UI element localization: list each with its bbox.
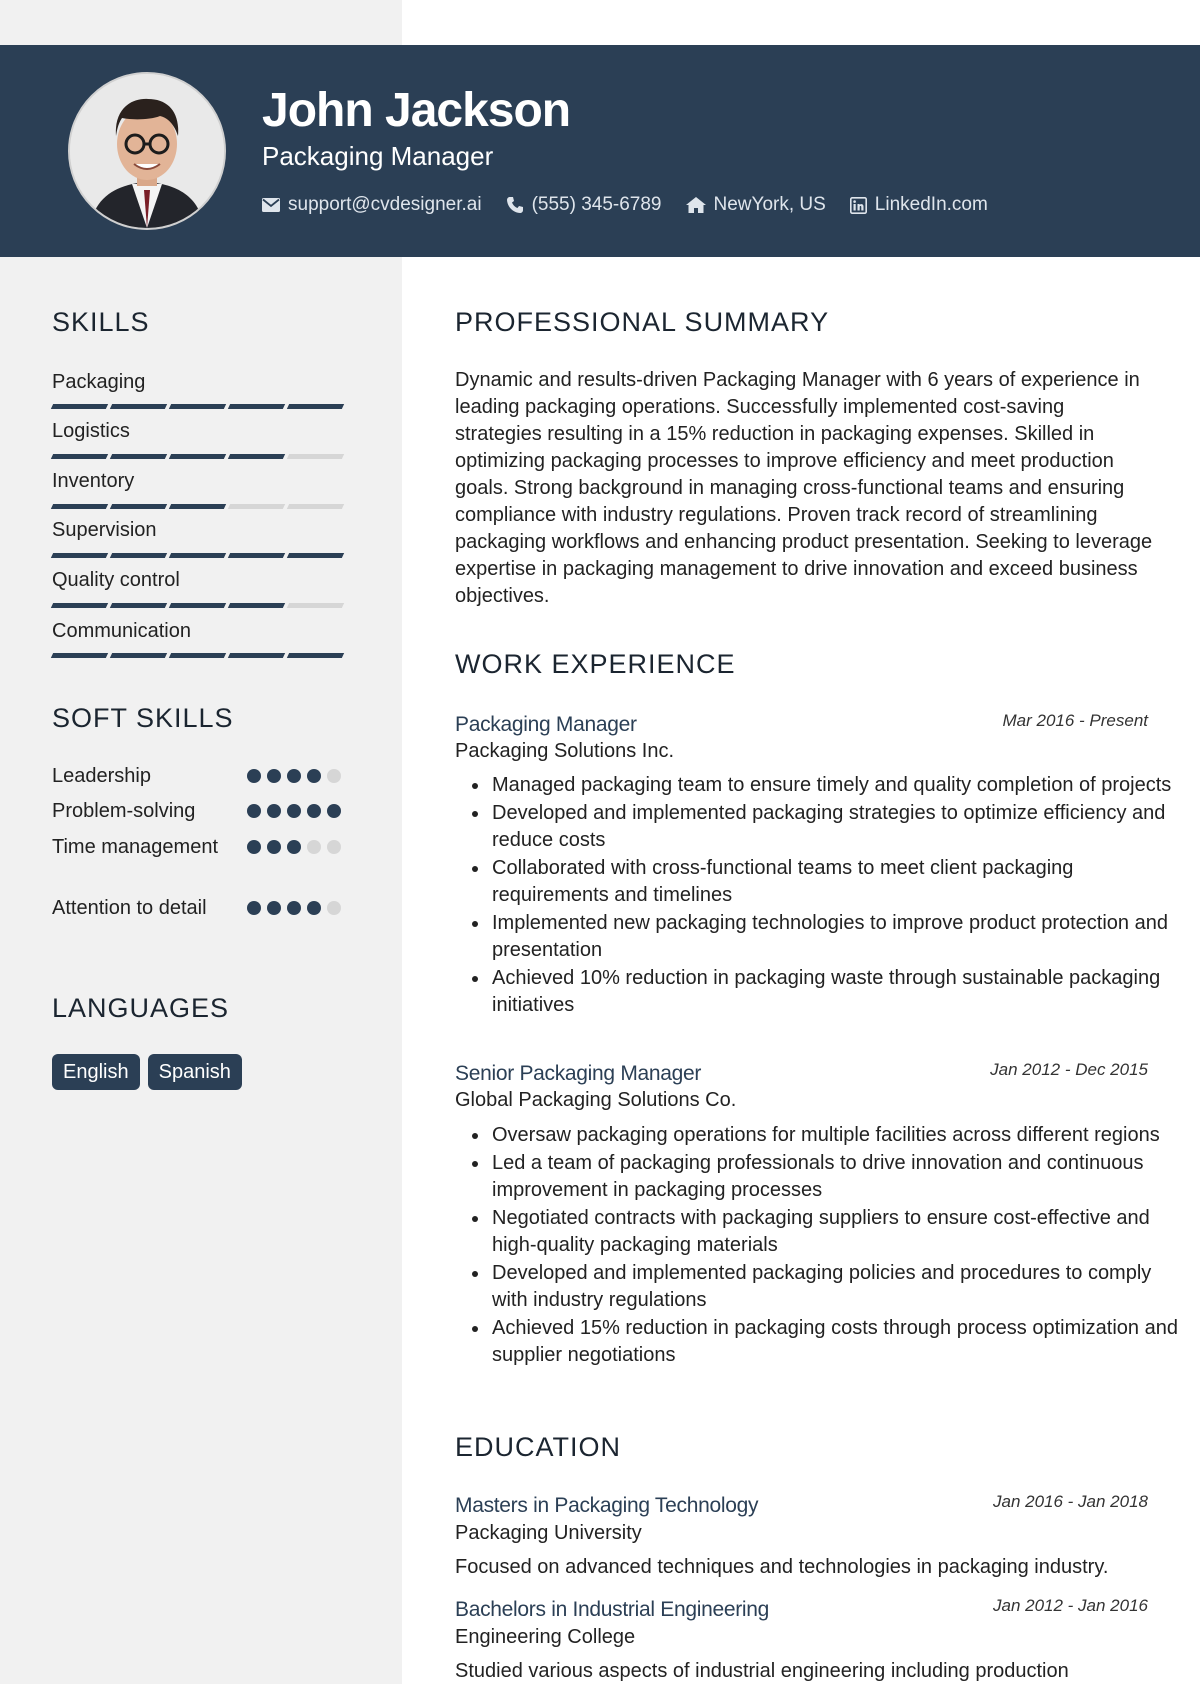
job-bullet: Led a team of packaging professionals to drive innovation and continuous improvement in packaging processes xyxy=(492,1150,1192,1204)
skill-bar xyxy=(52,553,347,558)
skill-segment-filled xyxy=(110,404,167,409)
skill-segment-filled xyxy=(169,504,226,509)
skill-bar xyxy=(52,603,347,608)
contact-location-text: NewYork, US xyxy=(713,194,826,215)
soft-skill-rating xyxy=(247,804,347,818)
contact-linkedin-text: LinkedIn.com xyxy=(874,194,988,215)
skill-segment-filled xyxy=(110,504,167,509)
home-icon xyxy=(686,197,706,213)
rating-dot-filled xyxy=(267,901,281,915)
skill-segment-filled xyxy=(169,454,226,459)
job-bullet: Achieved 15% reduction in packaging costs through process optimization and supplier negotiations xyxy=(492,1315,1192,1369)
rating-dot-filled xyxy=(287,840,301,854)
rating-dot-filled xyxy=(327,804,341,818)
avatar xyxy=(68,72,226,230)
job-company: Global Packaging Solutions Co. xyxy=(455,1089,737,1111)
skill-bar xyxy=(52,653,347,658)
contact-location xyxy=(686,194,826,216)
contact-phone[interactable] xyxy=(506,194,662,216)
degree-title: Bachelors in Industrial Engineering xyxy=(455,1598,770,1621)
skill-segment-filled xyxy=(110,603,167,608)
job-bullet: Developed and implemented packaging policies and procedures to comply with industry regulations xyxy=(492,1260,1192,1314)
contact-row xyxy=(262,190,1012,220)
language-pill: English xyxy=(52,1054,140,1090)
skill-segment-filled xyxy=(287,653,344,658)
soft-skill-label: Time management xyxy=(52,836,218,858)
rating-dot-filled xyxy=(267,804,281,818)
skill-segment-filled xyxy=(228,404,285,409)
skills-heading: SKILLS xyxy=(52,307,150,337)
contact-email-text: support@cvdesigner.ai xyxy=(288,194,482,215)
job-bullet: Managed packaging team to ensure timely and quality completion of projects xyxy=(492,772,1192,799)
skill-segment-filled xyxy=(51,653,108,658)
skill-segment-filled xyxy=(51,454,108,459)
rating-dot-filled xyxy=(287,804,301,818)
candidate-title: Packaging Manager xyxy=(262,141,494,171)
rating-dot-filled xyxy=(247,901,261,915)
education-heading: EDUCATION xyxy=(455,1432,622,1462)
job-title: Packaging Manager xyxy=(455,713,637,736)
job-bullets xyxy=(455,772,1192,1020)
skill-segment-filled xyxy=(228,454,285,459)
candidate-name: John Jackson xyxy=(262,84,571,137)
skill-label: Communication xyxy=(52,620,191,642)
rating-dot-empty xyxy=(327,769,341,783)
rating-dot-filled xyxy=(267,769,281,783)
job-bullets xyxy=(455,1122,1192,1370)
language-pill: Spanish xyxy=(148,1054,242,1090)
skill-bar xyxy=(52,454,347,459)
skill-segment-filled xyxy=(287,553,344,558)
job-bullet: Developed and implemented packaging strategies to optimize efficiency and reduce costs xyxy=(492,800,1192,854)
rating-dot-filled xyxy=(307,901,321,915)
job-company: Packaging Solutions Inc. xyxy=(455,740,675,762)
rating-dot-filled xyxy=(247,769,261,783)
summary-text: Dynamic and results-driven Packaging Manager with 6 years of experience in leading packaging operations. Successfully implemented cost-saving strategies resulting in a 15% reduction in packaging expenses. Skilled in optimizing packaging processes to improve efficiency and meet production goals. Strong background in managing cross-functional teams and ensuring compliance with industry regulations. Proven track record of streamlining packaging workflows and enhancing product presentation. Seeking to leverage expertise in packaging management to drive innovation and exceed business objectives. xyxy=(455,369,1153,607)
skill-segment-filled xyxy=(51,553,108,558)
degree-description: Focused on advanced techniques and technologies in packaging industry. xyxy=(455,1556,1109,1578)
skill-label: Inventory xyxy=(52,470,135,492)
rating-dot-filled xyxy=(307,804,321,818)
rating-dot-filled xyxy=(267,840,281,854)
degree-date: Jan 2016 - Jan 2018 xyxy=(992,1492,1148,1511)
linkedin-icon xyxy=(850,197,867,214)
skill-segment-empty xyxy=(287,504,344,509)
experience-heading: WORK EXPERIENCE xyxy=(455,649,736,679)
soft-skill-rating xyxy=(247,840,347,854)
soft-skill-rating xyxy=(247,769,347,783)
skill-segment-filled xyxy=(287,404,344,409)
rating-dot-empty xyxy=(307,840,321,854)
contact-phone-text: (555) 345-6789 xyxy=(531,194,662,215)
skill-segment-filled xyxy=(228,653,285,658)
skill-segment-filled xyxy=(169,653,226,658)
phone-icon xyxy=(506,196,524,214)
school-name: Packaging University xyxy=(455,1522,642,1544)
contact-linkedin[interactable] xyxy=(850,194,988,216)
skill-label: Logistics xyxy=(52,420,130,442)
job-bullet: Negotiated contracts with packaging suppliers to ensure cost-effective and high-quality packaging materials xyxy=(492,1205,1192,1259)
contact-email[interactable] xyxy=(262,194,482,216)
skill-bar xyxy=(52,404,347,409)
rating-dot-filled xyxy=(247,840,261,854)
language-list xyxy=(52,1054,250,1090)
languages-heading: LANGUAGES xyxy=(52,993,230,1023)
skill-segment-filled xyxy=(228,553,285,558)
skill-segment-empty xyxy=(287,454,344,459)
skill-segment-filled xyxy=(169,553,226,558)
profile-photo xyxy=(70,74,224,228)
summary-heading: PROFESSIONAL SUMMARY xyxy=(455,307,830,337)
skill-bar xyxy=(52,504,347,509)
degree-title: Masters in Packaging Technology xyxy=(455,1494,759,1517)
soft-skill-rating xyxy=(247,901,347,915)
rating-dot-filled xyxy=(247,804,261,818)
skill-segment-filled xyxy=(51,504,108,509)
rating-dot-filled xyxy=(287,901,301,915)
skill-label: Quality control xyxy=(52,569,180,591)
job-date: Jan 2012 - Dec 2015 xyxy=(990,1060,1148,1079)
job-bullet: Oversaw packaging operations for multiple facilities across different regions xyxy=(492,1122,1192,1149)
envelope-icon xyxy=(262,198,280,212)
skill-segment-empty xyxy=(287,603,344,608)
skill-segment-filled xyxy=(51,404,108,409)
skill-segment-empty xyxy=(228,504,285,509)
skill-segment-filled xyxy=(169,603,226,608)
school-name: Engineering College xyxy=(455,1626,636,1648)
soft-skill-label: Attention to detail xyxy=(52,897,207,919)
soft-skills-heading: SOFT SKILLS xyxy=(52,703,234,733)
job-bullet: Implemented new packaging technologies to improve product protection and presentation xyxy=(492,910,1192,964)
soft-skill-label: Problem-solving xyxy=(52,800,196,822)
job-title: Senior Packaging Manager xyxy=(455,1062,702,1085)
skill-segment-filled xyxy=(228,603,285,608)
degree-date: Jan 2012 - Jan 2016 xyxy=(992,1596,1148,1615)
rating-dot-empty xyxy=(327,840,341,854)
skill-segment-filled xyxy=(110,653,167,658)
skill-segment-filled xyxy=(51,603,108,608)
skill-segment-filled xyxy=(110,454,167,459)
skill-segment-filled xyxy=(169,404,226,409)
degree-description: Studied various aspects of industrial engineering including production xyxy=(455,1660,1069,1682)
skill-segment-filled xyxy=(110,553,167,558)
rating-dot-empty xyxy=(327,901,341,915)
job-bullet: Collaborated with cross-functional teams to meet client packaging requirements and timelines xyxy=(492,855,1192,909)
soft-skill-label: Leadership xyxy=(52,765,151,787)
rating-dot-filled xyxy=(287,769,301,783)
rating-dot-filled xyxy=(307,769,321,783)
skill-label: Supervision xyxy=(52,519,157,541)
job-date: Mar 2016 - Present xyxy=(1002,711,1148,730)
job-bullet: Achieved 10% reduction in packaging waste through sustainable packaging initiatives xyxy=(492,965,1192,1019)
skill-label: Packaging xyxy=(52,371,146,393)
